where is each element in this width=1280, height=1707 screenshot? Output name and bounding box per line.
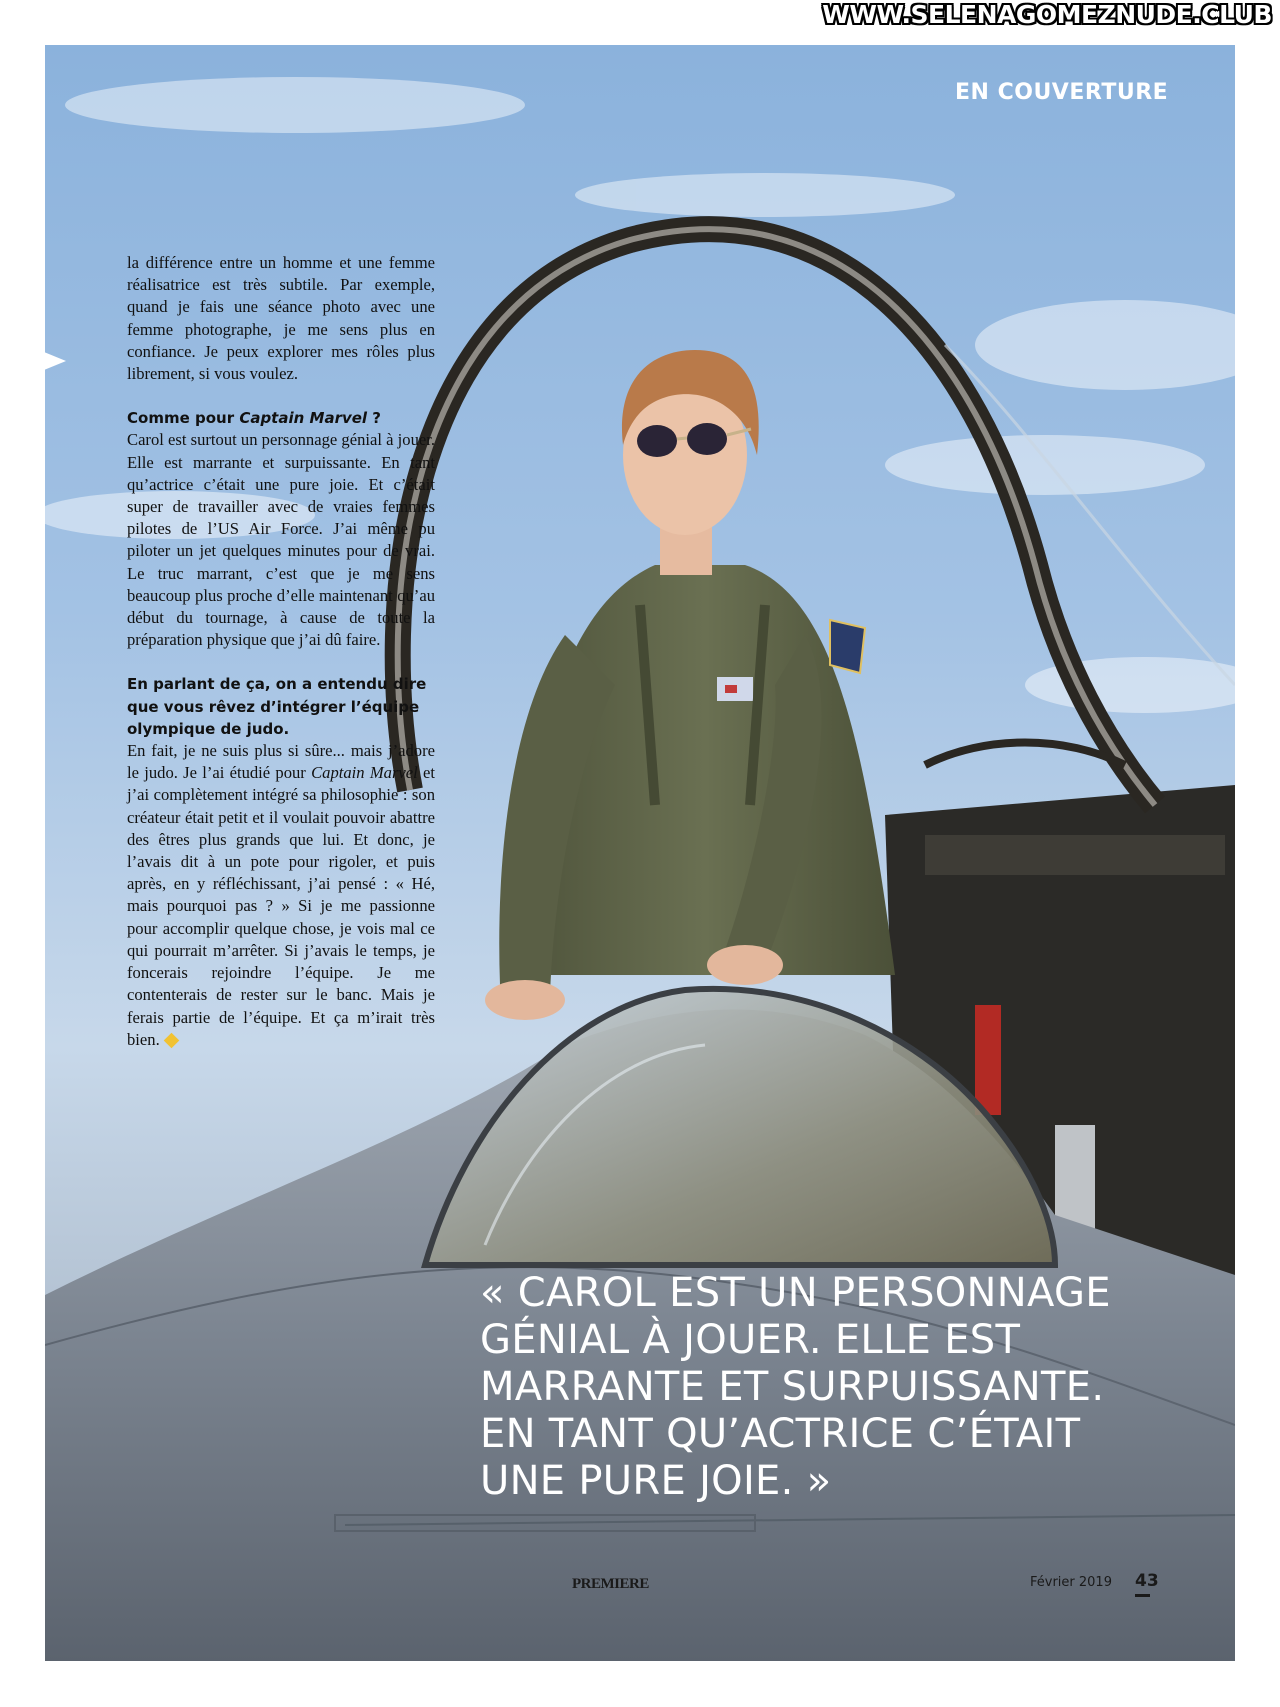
interview-block — [127, 407, 435, 651]
magazine-page — [45, 45, 1235, 1661]
interview-answer: Carol est surtout un personnage génial à jouer. Elle est marrante et surpuissante. En tant qu’actrice c’était une pure joie. Et c’était super de travailler avec de vraies femmes pilotes de l’US Air Force. J’ai même pu piloter un jet quelques minutes pour de vrai. Le truc marrant, c’est que je me sens beaucoup plus proche d’elle maintenant qu’au début du tournage, à cause de toute la préparation physique que j’ai dû faire. — [127, 430, 435, 650]
interview-block — [127, 673, 435, 1050]
interview-question: En parlant de ça, on a entendu dire que vous rêvez d’intégrer l’équipe olympique de judo. — [127, 675, 427, 738]
pull-quote-line: UNE PURE JOIE. » — [480, 1458, 832, 1504]
article-column — [127, 252, 435, 1073]
interview-answer: En fait, je ne suis plus si sûre... mais j’adore le judo. Je l’ai étudié pour Captain Marvel et j’ai complètement intégré sa philosophie : son créateur était petit et il voulait pouvoir abattre des êtres plus grands que lui. Et donc, je l’avais dit à un pote pour rigoler, et puis après, en y réfléchissant, j’ai pensé : « Hé, mais pourquoi pas ? » Si je me passionne pour accomplir quelque chose, je vois mal ce qui pourrait m’arrêter. Si j’avais le temps, je foncerais rejoindre l’équipe. Je me contenterais de rester sur le banc. Mais je ferais partie de l’équipe. Et ça m’irait très bien. — [127, 741, 435, 1049]
magazine-brand: PREMIERE — [572, 1576, 649, 1592]
section-label: EN COUVERTURE — [955, 80, 1169, 105]
end-mark-icon — [163, 1033, 179, 1049]
article-paragraph: la différence entre un homme et une femme réalisatrice est très subtile. Par exemple, quand je fais une séance photo avec une femme photographe, je me sens plus en confiance. Je peux explorer mes rôles plus librement, si vous voulez. — [127, 253, 435, 384]
pull-quote — [480, 1270, 1200, 1505]
page-number: 43 — [1135, 1571, 1159, 1591]
pull-quote-line: « CAROL EST UN PERSONNAGE — [480, 1270, 1111, 1316]
page-number-underline — [1135, 1594, 1150, 1597]
interview-question: Comme pour Captain Marvel ? — [127, 409, 381, 428]
pull-quote-line: MARRANTE ET SURPUISSANTE. — [480, 1364, 1105, 1410]
pull-quote-line: EN TANT QU’ACTRICE C’ÉTAIT — [480, 1411, 1081, 1457]
pull-quote-line: GÉNIAL À JOUER. ELLE EST — [480, 1317, 1021, 1363]
watermark: WWW.SELENAGOMEZNUDE.CLUB — [822, 0, 1272, 29]
issue-date: Février 2019 — [1030, 1575, 1112, 1590]
page-arrow-icon — [44, 352, 66, 370]
pilot-figure — [485, 350, 895, 1020]
